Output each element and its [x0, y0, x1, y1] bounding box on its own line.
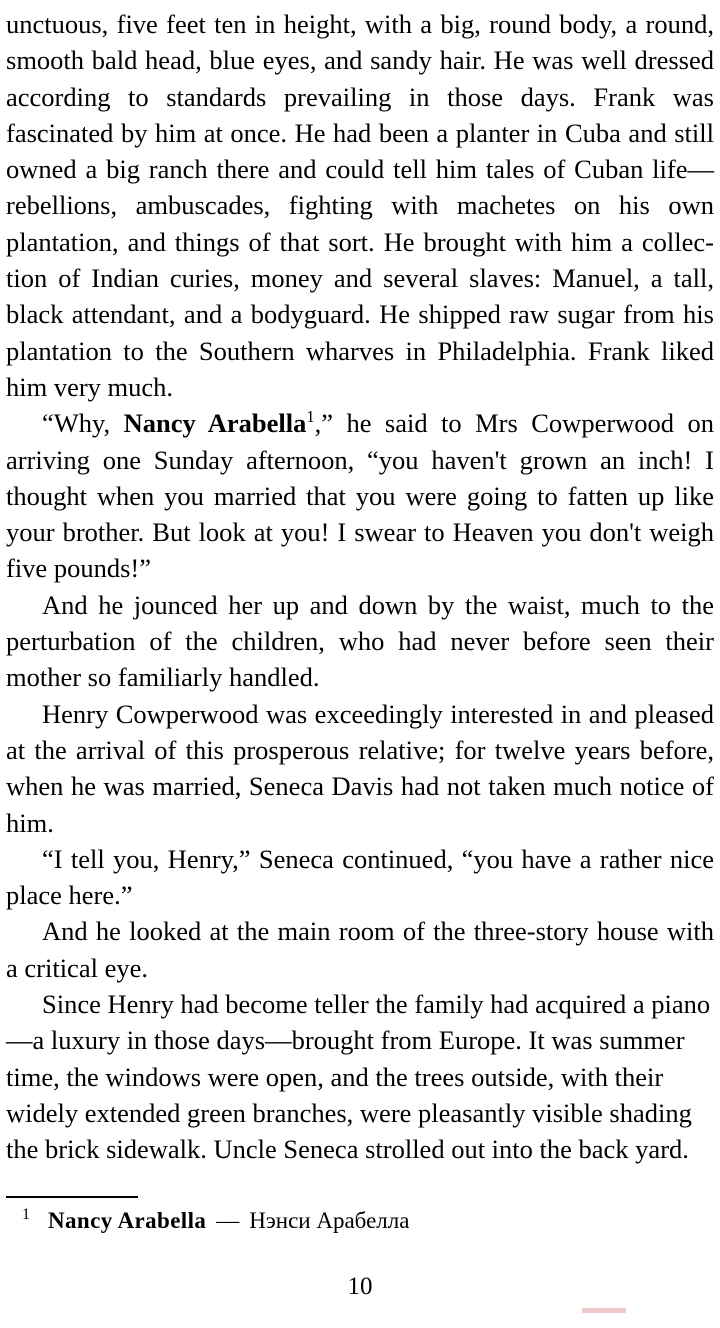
page-body: [6, 6, 714, 1168]
footnote-marker: 1: [22, 1206, 30, 1224]
footnote-dash: —: [216, 1208, 240, 1233]
footnote-entry: [6, 1206, 714, 1236]
paragraph-3: And he jounced her up and down by the waist, much to the perturbation of the children, who had never before seen their mother so familiarly handled.: [6, 589, 714, 693]
paragraph-2-suffix: ,” he said to Mrs Cowperwood on arriving one Sunday afternoon, “you haven't grown an inch! I thought when you married that you were going to fatten up like your brother. But look at you! I swear to Heaven you don't weigh five pounds!”: [6, 408, 714, 584]
paragraph-5: “I tell you, Henry,” Seneca continued, “you have a rather nice place here.”: [6, 843, 714, 911]
paragraph-7: Since Henry had become teller the family had acquired a piano—a luxury in those days—brought from Europe. It was summer time, the windows were open, and the trees outside, with their widely extended green branches, were pleasantly visible shading the brick sidewalk. Uncle Seneca strolled out into the back yard.: [6, 989, 711, 1165]
footnote-translation: Нэнси Арабелла: [249, 1208, 410, 1233]
footnote-term: Nancy Arabella: [48, 1208, 207, 1233]
page-number: 10: [347, 1273, 373, 1300]
paragraph-4: Henry Cowperwood was exceedingly interested in and pleased at the arrival of this prosperous relative; for twelve years before, when he was married, Seneca Davis had not taken much notice of him.: [6, 698, 714, 838]
footnote-area: [6, 1196, 714, 1236]
footnote-separator-rule: [6, 1196, 138, 1198]
footnote-reference-1: 1: [306, 407, 315, 427]
character-name-nancy-arabella: Nancy Arabella: [123, 408, 307, 439]
paragraph-1: unctuous, five feet ten in height, with a big, round body, a round, smooth bald head, blue eyes, and sandy hair. He was well dressed according to standards prevailing in those days. Frank was fascinated by him at once. He had been a planter in Cuba and still owned a big ranch there and could tell him tales of Cuban life—rebellions, ambuscades, fighting with machetes on his own plantation, and things of that sort. He brought with him a collec-tion of Indian curies, money and several slaves: Manuel, a tall, black attendant, and a bodyguard. He shipped raw sugar from his plantation to the Southern wharves in Philadelphia. Frank liked him very much.: [6, 9, 714, 402]
paragraph-2-prefix: “Why,: [42, 408, 124, 439]
scan-artifact: [582, 1308, 626, 1313]
paragraph-2: [6, 405, 714, 586]
paragraph-6: And he looked at the main room of the three-story house with a critical eye.: [6, 916, 714, 983]
